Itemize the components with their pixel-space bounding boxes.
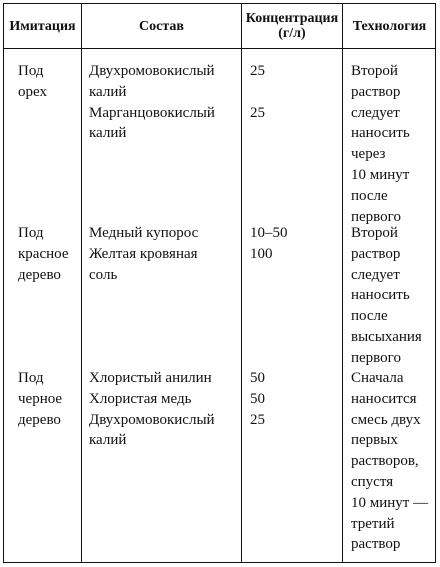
table-row-3-concentration: 50 50 25 — [250, 370, 265, 428]
table-row-1-concentration: 25 25 — [250, 63, 265, 121]
table-row-1-imitation: Под орех — [18, 63, 47, 100]
header-composition: Состав — [139, 18, 184, 34]
table-row-2-technology: Второй раствор следует наносить после высыхания первого — [351, 225, 422, 366]
table-row-3-composition: Хлористый анилин Хлористая медь Двухромовокислый калий — [89, 370, 215, 449]
table-row-1-technology: Второй раствор следует наносить через 10 минут после первого — [351, 63, 410, 225]
table-row-3-imitation: Под черное дерево — [18, 370, 63, 428]
header-technology: Технология — [352, 18, 427, 34]
composition-table — [3, 3, 436, 563]
header-divider — [4, 48, 435, 49]
column-divider — [241, 4, 242, 562]
table-row-1-composition: Двухромовокислый калий Марганцовокислый калий — [89, 63, 215, 142]
column-divider — [342, 4, 343, 562]
table-row-3-technology: Сначала наносится смесь двух первых растворов, спустя 10 минут — третий раствор — [351, 370, 429, 553]
table-row-2-composition: Медный купорос Желтая кровяная соль — [89, 225, 199, 283]
table-row-2-concentration: 10–50 100 — [250, 225, 288, 262]
header-concentration: Концентрация (г/л) — [245, 11, 339, 41]
header-imitation: Имитация — [9, 18, 76, 34]
table-row-2-imitation: Под красное дерево — [18, 225, 69, 283]
column-divider — [81, 4, 82, 562]
